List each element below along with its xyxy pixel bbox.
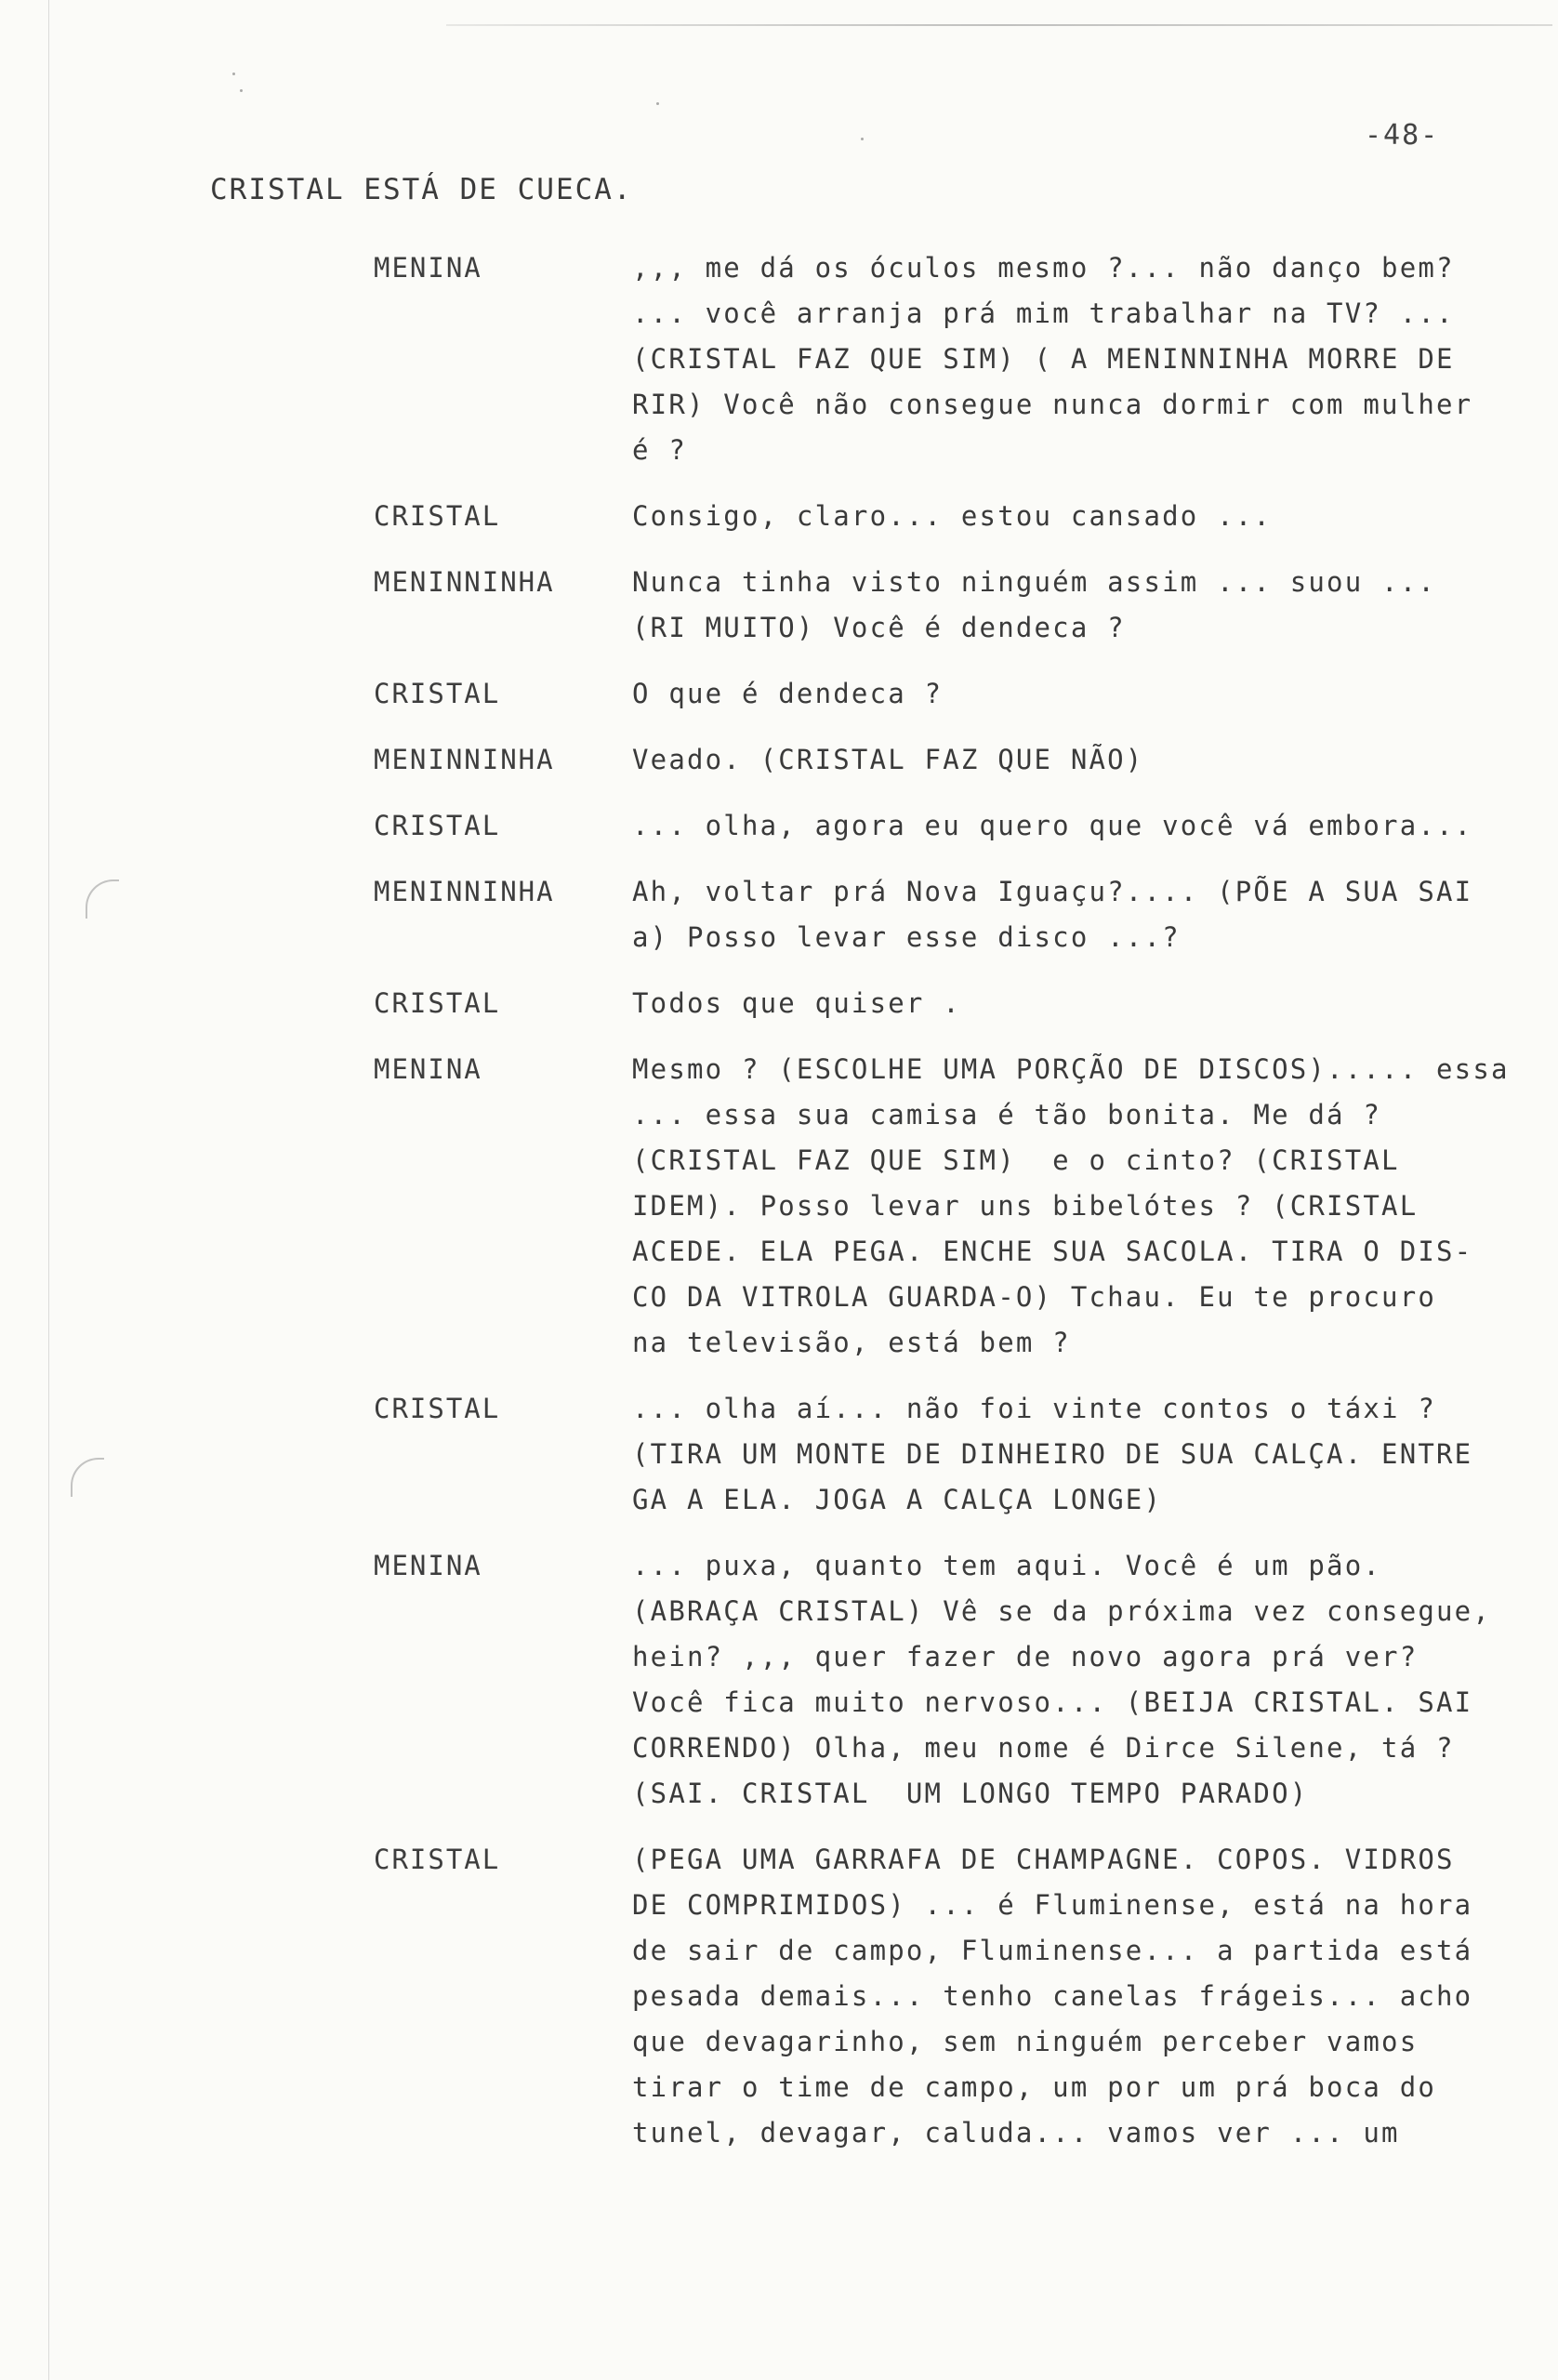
speaker-name: MENINNINHA xyxy=(374,566,555,598)
speech-line: ACEDE. ELA PEGA. ENCHE SUA SACOLA. TIRA O DIS- xyxy=(632,1236,1473,1267)
dialogue-entry xyxy=(0,560,1558,651)
speech-text xyxy=(632,1386,1506,1523)
speech-line: IDEM). Posso levar uns bibelótes ? (CRISTAL xyxy=(632,1190,1419,1222)
speech-text xyxy=(632,671,1506,717)
speech-line: (PEGA UMA GARRAFA DE CHAMPAGNE. COPOS. VIDROS xyxy=(632,1844,1455,1875)
speaker-name: MENINA xyxy=(374,1053,482,1085)
speech-line: ,,, me dá os óculos mesmo ?... não danço bem? xyxy=(632,252,1455,284)
speech-line: (CRISTAL FAZ QUE SIM) e o cinto? (CRISTAL xyxy=(632,1144,1400,1176)
speech-line: ... você arranja prá mim trabalhar na TV? ... xyxy=(632,298,1455,329)
speaker-name: CRISTAL xyxy=(374,500,501,532)
speech-text xyxy=(632,869,1506,960)
speech-line: RIR) Você não consegue nunca dormir com mulher xyxy=(632,389,1473,420)
speech-line: tunel, devagar, caluda... vamos ver ... um xyxy=(632,2117,1400,2149)
dialogue-entry xyxy=(0,869,1558,960)
speaker-name: CRISTAL xyxy=(374,987,501,1019)
speech-line: pesada demais... tenho canelas frágeis... acho xyxy=(632,1980,1473,2012)
speaker-name: MENINA xyxy=(374,1550,482,1581)
speaker-name: CRISTAL xyxy=(374,678,501,709)
speech-line: tirar o time de campo, um por um prá boca do xyxy=(632,2071,1437,2103)
speech-text xyxy=(632,494,1506,539)
speech-line: Ah, voltar prá Nova Iguaçu?.... (PÕE A SUA SAI xyxy=(632,876,1473,907)
speech-line: GA A ELA. JOGA A CALÇA LONGE) xyxy=(632,1484,1163,1515)
speech-line: Você fica muito nervoso... (BEIJA CRISTAL. SAI xyxy=(632,1686,1473,1718)
speech-text xyxy=(632,981,1506,1026)
speech-line: (SAI. CRISTAL UM LONGO TEMPO PARADO) xyxy=(632,1778,1309,1809)
dialogue-entry xyxy=(0,1386,1558,1523)
speech-text xyxy=(632,1047,1510,1366)
stage-direction-heading: CRISTAL ESTÁ DE CUECA. xyxy=(210,173,633,206)
speech-text xyxy=(632,245,1506,473)
speech-text xyxy=(632,1543,1506,1817)
ink-speck xyxy=(232,73,235,75)
speech-line: ... puxa, quanto tem aqui. Você é um pão. xyxy=(632,1550,1382,1581)
speech-line: hein? ,,, quer fazer de novo agora prá ver? xyxy=(632,1641,1419,1673)
speech-text xyxy=(632,1837,1506,2156)
speaker-name: MENINA xyxy=(374,252,482,284)
dialogue-entry xyxy=(0,803,1558,849)
speaker-name: MENINNINHA xyxy=(374,876,555,907)
speech-line: Todos que quiser . xyxy=(632,987,961,1019)
speech-line: na televisão, está bem ? xyxy=(632,1327,1071,1358)
speech-line: é ? xyxy=(632,434,687,466)
page-number: -48- xyxy=(1365,119,1440,152)
speech-line: DE COMPRIMIDOS) ... é Fluminense, está na hora xyxy=(632,1889,1473,1921)
speech-line: Veado. (CRISTAL FAZ QUE NÃO) xyxy=(632,744,1144,775)
dialogue-entry xyxy=(0,245,1558,473)
speaker-name: CRISTAL xyxy=(374,810,501,841)
speaker-name: MENINNINHA xyxy=(374,744,555,775)
speaker-name: CRISTAL xyxy=(374,1393,501,1424)
page-top-rule xyxy=(446,24,1552,26)
speech-line: ... essa sua camisa é tão bonita. Me dá ? xyxy=(632,1099,1382,1130)
dialogue-entry xyxy=(0,1543,1558,1817)
dialogue-entry xyxy=(0,494,1558,539)
speech-text xyxy=(632,803,1506,849)
ink-speck xyxy=(656,102,659,105)
speaker-name: CRISTAL xyxy=(374,1844,501,1875)
speech-line: (CRISTAL FAZ QUE SIM) ( A MENINNINHA MORRE DE xyxy=(632,343,1455,375)
speech-line: ... olha, agora eu quero que você vá embora... xyxy=(632,810,1473,841)
speech-line: CORRENDO) Olha, meu nome é Dirce Silene, tá ? xyxy=(632,1732,1455,1764)
ink-speck xyxy=(861,138,864,140)
dialogue-entry xyxy=(0,671,1558,717)
dialogue-entry xyxy=(0,1837,1558,2156)
dialogue-entry xyxy=(0,1047,1558,1366)
speech-text xyxy=(632,560,1506,651)
dialogue-list xyxy=(0,245,1558,2176)
speech-line: a) Posso levar esse disco ...? xyxy=(632,921,1181,953)
ink-speck xyxy=(240,89,243,92)
speech-line: (ABRAÇA CRISTAL) Vê se da próxima vez consegue, xyxy=(632,1595,1491,1627)
dialogue-entry xyxy=(0,737,1558,783)
speech-line: Nunca tinha visto ninguém assim ... suou ... xyxy=(632,566,1437,598)
speech-line: de sair de campo, Fluminense... a partida está xyxy=(632,1935,1473,1966)
dialogue-entry xyxy=(0,981,1558,1026)
speech-line: (RI MUITO) Você é dendeca ? xyxy=(632,612,1126,643)
speech-line: Mesmo ? (ESCOLHE UMA PORÇÃO DE DISCOS)..... essa xyxy=(632,1053,1510,1085)
speech-line: (TIRA UM MONTE DE DINHEIRO DE SUA CALÇA. ENTRE xyxy=(632,1438,1473,1470)
speech-line: CO DA VITROLA GUARDA-O) Tchau. Eu te procuro xyxy=(632,1281,1437,1313)
speech-line: O que é dendeca ? xyxy=(632,678,944,709)
speech-line: que devagarinho, sem ninguém perceber vamos xyxy=(632,2026,1419,2057)
speech-line: ... olha aí... não foi vinte contos o táxi ? xyxy=(632,1393,1437,1424)
speech-text xyxy=(632,737,1506,783)
speech-line: Consigo, claro... estou cansado ... xyxy=(632,500,1273,532)
